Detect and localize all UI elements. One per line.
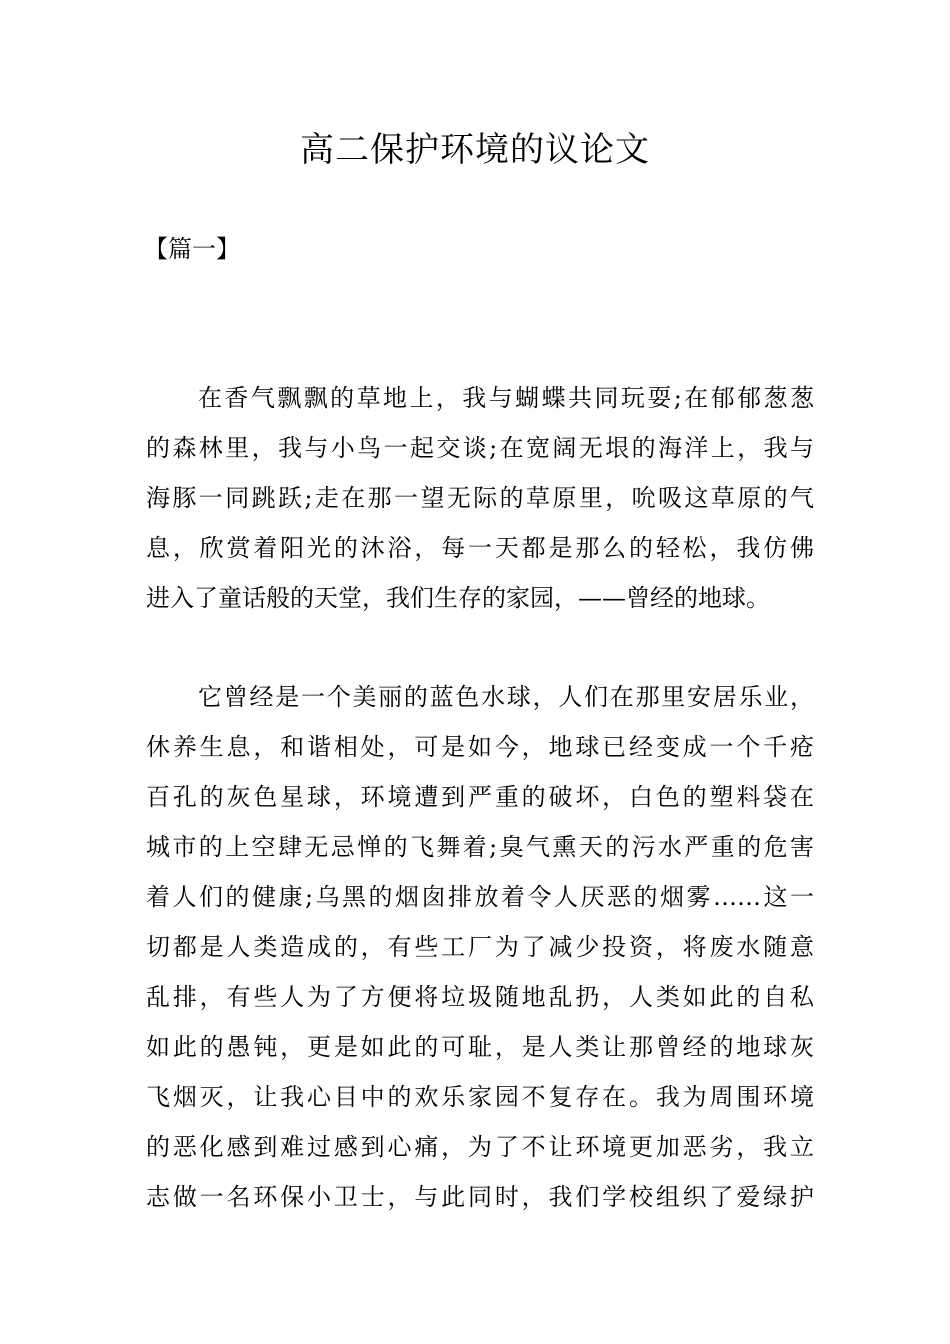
paragraph-line: 百孔的灰色星球，环境遭到严重的破坏，白色的塑料袋在 bbox=[146, 783, 814, 811]
paragraph-2 bbox=[146, 672, 814, 1222]
paragraph-line: 城市的上空肆无忌惮的飞舞着;臭气熏天的污水严重的危害 bbox=[146, 833, 814, 861]
paragraph-line: 在香气飘飘的草地上，我与蝴蝶共同玩耍;在郁郁葱葱 bbox=[198, 384, 814, 412]
paragraph-line: 进入了童话般的天堂，我们生存的家园，——曾经的地球。 bbox=[146, 584, 770, 612]
paragraph-line: 息，欣赏着阳光的沐浴，每一天都是那么的轻松，我仿佛 bbox=[146, 534, 814, 562]
paragraph-line: 海豚一同跳跃;走在那一望无际的草原里，吮吸这草原的气 bbox=[146, 484, 814, 512]
paragraph-line: 它曾经是一个美丽的蓝色水球，人们在那里安居乐业， bbox=[198, 683, 814, 711]
section-label: 【篇一】 bbox=[144, 235, 240, 263]
document-title: 高二保护环境的议论文 bbox=[300, 130, 650, 170]
paragraph-line: 乱排，有些人为了方便将垃圾随地乱扔，人类如此的自私 bbox=[146, 983, 814, 1011]
paragraph-line: 飞烟灭，让我心目中的欢乐家园不复存在。我为周围环境 bbox=[146, 1083, 814, 1111]
paragraph-line: 的森林里，我与小鸟一起交谈;在宽阔无垠的海洋上，我与 bbox=[146, 434, 814, 462]
paragraph-line: 着人们的健康;乌黑的烟囱排放着令人厌恶的烟雾……这一 bbox=[146, 883, 814, 911]
paragraph-line: 的恶化感到难过感到心痛，为了不让环境更加恶劣，我立 bbox=[146, 1133, 814, 1161]
paragraph-1 bbox=[146, 373, 814, 623]
paragraph-line: 如此的愚钝，更是如此的可耻，是人类让那曾经的地球灰 bbox=[146, 1033, 814, 1061]
paragraph-line: 休养生息，和谐相处，可是如今，地球已经变成一个千疮 bbox=[146, 733, 814, 761]
paragraph-line: 志做一名环保小卫士，与此同时，我们学校组织了爱绿护 bbox=[146, 1183, 814, 1211]
paragraph-line: 切都是人类造成的，有些工厂为了减少投资，将废水随意 bbox=[146, 933, 814, 961]
